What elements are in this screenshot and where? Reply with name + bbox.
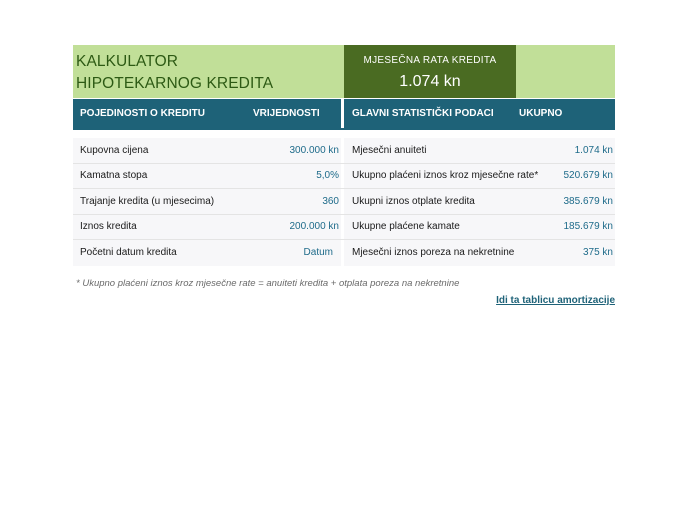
- footnote: * Ukupno plaćeni iznos kroz mjesečne rate = anuiteti kredita + otplata poreza na nekretnine: [76, 277, 460, 289]
- title-line-1: KALKULATOR: [76, 53, 179, 70]
- stat-cell: [344, 189, 615, 214]
- loan-detail-cell[interactable]: [73, 138, 341, 163]
- monthly-rate-value: 1.074 kn: [399, 73, 461, 90]
- row-label: Trajanje kredita (u mjesecima): [80, 195, 215, 207]
- stat-cell: [344, 164, 615, 189]
- key-stats-header: [344, 99, 615, 128]
- header-fill: [516, 45, 615, 98]
- table-header-row: [73, 99, 615, 128]
- table-row: [73, 164, 615, 190]
- monthly-rate-box: [344, 45, 516, 98]
- stat-cell: [344, 138, 615, 163]
- loan-values-col-label: VRIJEDNOSTI: [253, 108, 320, 119]
- row-label: Kupovna cijena: [80, 144, 149, 156]
- loan-amount-value[interactable]: 200.000 kn: [289, 221, 339, 233]
- loan-details-col-label: POJEDINOSTI O KREDITU: [80, 108, 206, 119]
- table-row: [73, 240, 615, 266]
- title-line-2: HIPOTEKARNOG KREDITA: [76, 75, 274, 92]
- table-row: [73, 189, 615, 215]
- row-label: Mjesečni iznos poreza na nekretnine: [352, 247, 515, 259]
- totals-col-label: UKUPNO: [519, 108, 563, 119]
- total-paid-value: 520.679 kn: [563, 170, 613, 182]
- monthly-annuity-value: 1.074 kn: [574, 144, 613, 156]
- header-underline: [73, 128, 615, 130]
- row-label: Iznos kredita: [80, 221, 137, 233]
- row-label: Ukupne plaćene kamate: [352, 221, 460, 233]
- key-stats-col-label: GLAVNI STATISTIČKI PODACI: [352, 108, 494, 119]
- loan-detail-cell[interactable]: [73, 215, 341, 240]
- mortgage-calculator-sheet: [73, 45, 615, 306]
- loan-detail-cell[interactable]: [73, 240, 341, 266]
- stat-cell: [344, 215, 615, 240]
- interest-rate-value[interactable]: 5,0%: [316, 170, 339, 182]
- purchase-price-value[interactable]: 300.000 kn: [289, 144, 339, 156]
- total-interest-value: 185.679 kn: [563, 221, 613, 233]
- table-body: [73, 138, 615, 266]
- table-row: [73, 215, 615, 241]
- table-row: [73, 138, 615, 164]
- loan-detail-cell[interactable]: [73, 189, 341, 214]
- amortization-table-link[interactable]: Idi ta tablicu amortizacije: [496, 295, 615, 306]
- total-repayment-value: 385.679 kn: [563, 195, 613, 207]
- loan-detail-cell[interactable]: [73, 164, 341, 189]
- monthly-rate-label: MJESEČNA RATA KREDITA: [363, 55, 497, 66]
- row-label: Ukupno plaćeni iznos kroz mjesečne rate*: [352, 170, 539, 182]
- loan-term-value[interactable]: 360: [322, 195, 339, 207]
- loan-details-header: [73, 99, 341, 128]
- calculator-title: [73, 45, 344, 98]
- row-label: Početni datum kredita: [80, 247, 177, 259]
- property-tax-value: 375 kn: [582, 247, 613, 259]
- row-label: Ukupni iznos otplate kredita: [352, 195, 475, 207]
- header-band: [73, 45, 615, 98]
- stat-cell: [344, 240, 615, 266]
- start-date-value[interactable]: Datum: [303, 247, 333, 259]
- row-label: Mjesečni anuiteti: [352, 144, 427, 156]
- row-label: Kamatna stopa: [80, 170, 148, 182]
